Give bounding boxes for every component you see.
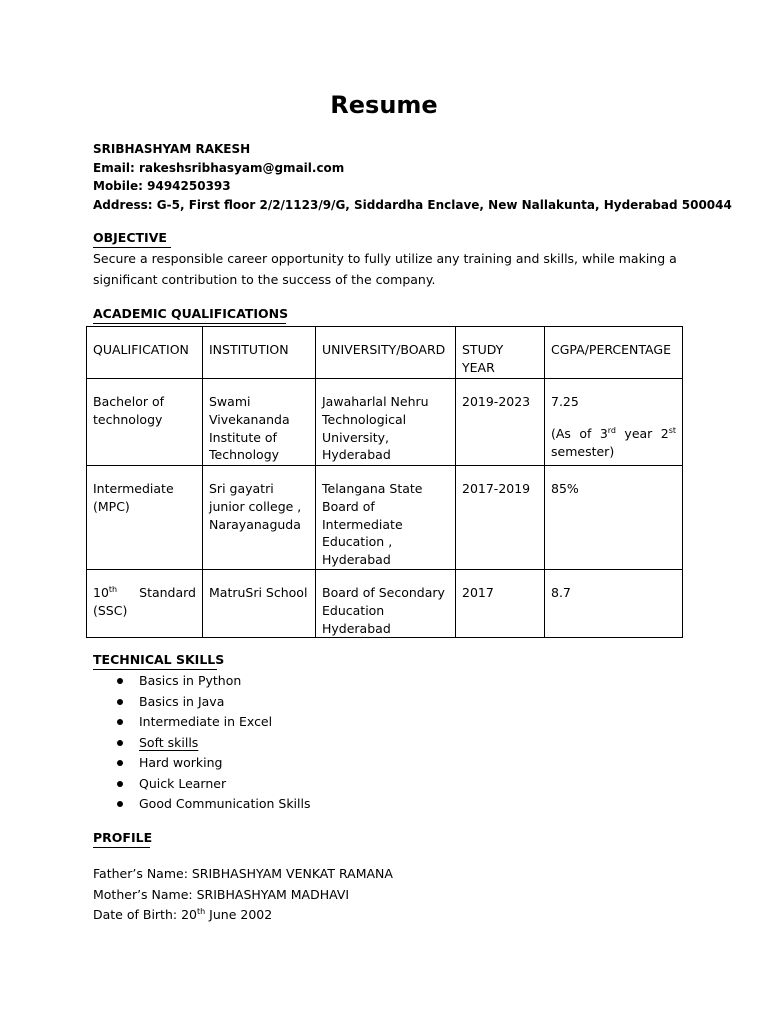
- year-cell: 2017-2019: [456, 466, 545, 570]
- candidate-name: SRIBHASHYAM RAKESH: [93, 142, 251, 156]
- bullet-icon: [117, 760, 123, 766]
- list-item: [93, 774, 311, 795]
- address-line: Address: G-5, First floor 2/2/1123/9/G, Siddardha Enclave, New Nallakunta, Hyderabad 500044: [93, 198, 732, 213]
- bullet-icon: [117, 678, 123, 684]
- academic-heading-text: ACADEMIC QUALIFICATIONS: [93, 306, 289, 321]
- table-row: [87, 570, 683, 638]
- qualification-suffix: Standard (SSC): [93, 585, 196, 618]
- objective-text: Secure a responsible career opportunity to fully utilize any training and skills, while making a significant contribution to the success of the company.: [93, 251, 677, 287]
- board-cell: Board of Secondary Education Hyderabad: [316, 570, 456, 638]
- dob-suffix: June 2002: [205, 907, 273, 922]
- list-item: [93, 733, 311, 754]
- skills-heading-text: TECHNICAL SKILLS: [93, 652, 225, 667]
- bullet-icon: [117, 781, 123, 787]
- list-item: [93, 712, 311, 733]
- year-cell: 2017: [456, 570, 545, 638]
- score-note-sup: st: [668, 425, 676, 435]
- academic-heading: [93, 305, 288, 323]
- qualification-cell: Bachelor of technology: [87, 379, 203, 466]
- score-cell: [545, 379, 683, 466]
- score-note: [551, 425, 676, 461]
- list-item: [93, 671, 311, 692]
- institution-cell: Swami Vivekananda Institute of Technology: [203, 379, 316, 466]
- skills-heading: [93, 651, 224, 669]
- father-name: Father’s Name: SRIBHASHYAM VENKAT RAMANA: [93, 866, 393, 881]
- skill-text: Quick Learner: [139, 775, 227, 791]
- score-note-suffix: semester): [551, 443, 615, 459]
- qualification-sup: th: [108, 584, 118, 594]
- qualifications-table: [86, 326, 683, 638]
- column-header: QUALIFICATION: [87, 327, 203, 379]
- score-note-sup: rd: [607, 425, 617, 435]
- skill-text: Basics in Python: [139, 673, 242, 688]
- profile-block: [93, 864, 393, 926]
- list-item: [93, 692, 311, 713]
- skill-text: Intermediate in Excel: [139, 714, 273, 729]
- contact-block: [93, 140, 732, 215]
- objective-underline: [93, 247, 171, 248]
- table-row: [87, 466, 683, 570]
- qualification-prefix: 10: [93, 585, 109, 600]
- mobile-line: Mobile: 9494250393: [93, 179, 231, 194]
- profile-underline: [93, 847, 150, 848]
- email-line: Email: rakeshsribhasyam@gmail.com: [93, 160, 345, 175]
- qualification-cell: [87, 570, 203, 638]
- column-header: STUDY YEAR: [456, 327, 545, 379]
- skill-text: Basics in Java: [139, 693, 225, 709]
- list-item: [93, 753, 311, 774]
- institution-cell: Sri gayatri junior college , Narayanaguda: [203, 466, 316, 570]
- profile-heading: [93, 829, 152, 847]
- skill-text: Good Communication Skills: [139, 796, 311, 811]
- skill-text: Soft skills: [139, 734, 199, 750]
- skills-list: [93, 671, 311, 815]
- board-cell: Jawaharlal Nehru Technological University, Hyderabad: [316, 379, 456, 466]
- bullet-icon: [117, 719, 123, 725]
- table-row: [87, 379, 683, 466]
- bullet-icon: [117, 699, 123, 705]
- board-cell: Telangana State Board of Intermediate Education , Hyderabad: [316, 466, 456, 570]
- table-header-row: [87, 327, 683, 379]
- institution-cell: MatruSri School: [203, 570, 316, 638]
- score-note-prefix: (As of 3: [551, 425, 608, 441]
- list-item: [93, 794, 311, 815]
- column-header: INSTITUTION: [203, 327, 316, 379]
- profile-heading-text: PROFILE: [93, 830, 153, 845]
- skill-text: Hard working: [139, 755, 223, 770]
- objective-heading-text: OBJECTIVE: [93, 230, 167, 245]
- score-cell: 85%: [545, 466, 683, 570]
- year-cell: 2019-2023: [456, 379, 545, 466]
- mother-name: Mother’s Name: SRIBHASHYAM MADHAVI: [93, 886, 350, 902]
- bullet-icon: [117, 740, 123, 746]
- score-value: 7.25: [551, 394, 579, 409]
- column-header: CGPA/PERCENTAGE: [545, 327, 683, 379]
- skills-underline: [93, 669, 217, 670]
- qualification-cell: Intermediate (MPC): [87, 466, 203, 570]
- score-cell: 8.7: [545, 570, 683, 638]
- bullet-icon: [117, 801, 123, 807]
- academic-underline: [93, 323, 286, 324]
- score-note-mid: year 2: [616, 425, 669, 441]
- column-header: UNIVERSITY/BOARD: [316, 327, 456, 379]
- page-title: Resume: [330, 91, 438, 119]
- dob-prefix: Date of Birth: 20: [93, 907, 197, 922]
- dob-sup: th: [196, 906, 206, 916]
- objective-heading: [93, 229, 167, 247]
- date-of-birth: [93, 905, 393, 926]
